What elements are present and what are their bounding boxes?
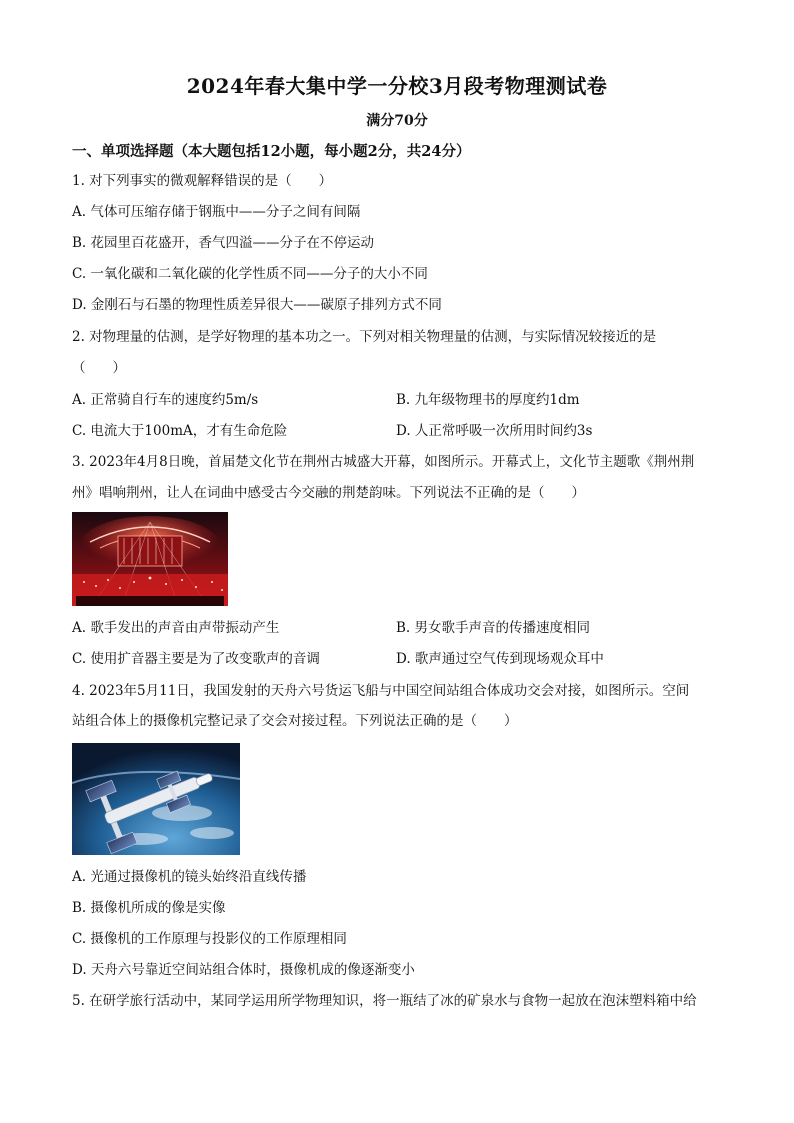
question-2-option-a: A. 正常骑自行车的速度约5m/s: [72, 392, 259, 408]
question-3-option-b: B. 男女歌手声音的传播速度相同: [396, 620, 591, 636]
question-1-option-d: D. 金刚石与石墨的物理性质差异很大——碳原子排列方式不同: [72, 297, 442, 313]
space-station-photo: [72, 743, 240, 855]
question-3-stem-line2: 州》唱响荆州，让人在词曲中感受古今交融的荆楚韵味。下列说法不正确的是（ ）: [72, 485, 585, 501]
question-1-stem: 1. 对下列事实的微观解释错误的是（ ）: [72, 173, 333, 189]
question-3-stem-line1: 3. 2023年4月8日晚，首届楚文化节在荆州古城盛大开幕，如图所示。开幕式上，文化节主题歌《荆州荆: [72, 454, 695, 470]
festival-stage-photo: [72, 512, 228, 606]
question-4-option-d: D. 天舟六号靠近空间站组合体时，摄像机成的像逐渐变小: [72, 962, 415, 978]
question-4-stem-line2: 站组合体上的摄像机完整记录了交会对接过程。下列说法正确的是（ ）: [72, 713, 518, 729]
question-1-option-a: A. 气体可压缩存储于钢瓶中——分子之间有间隔: [72, 204, 361, 220]
question-2-option-c: C. 电流大于100mA，才有生命危险: [72, 423, 288, 439]
question-2-stem-cont: （ ）: [72, 360, 126, 376]
question-1-option-c: C. 一氧化碳和二氧化碳的化学性质不同——分子的大小不同: [72, 266, 428, 282]
question-2-stem: 2. 对物理量的估测，是学好物理的基本功之一。下列对相关物理量的估测，与实际情况较接近的是: [72, 329, 657, 345]
question-1-option-b: B. 花园里百花盛开，香气四溢——分子在不停运动: [72, 235, 375, 251]
question-3-option-a: A. 歌手发出的声音由声带振动产生: [72, 620, 280, 636]
section-heading: 一、单项选择题（本大题包括12小题，每小题2分，共24分）: [72, 143, 471, 160]
question-5-stem-line1: 5. 在研学旅行活动中，某同学运用所学物理知识，将一瓶结了冰的矿泉水与食物一起放在泡沫塑料箱中给: [72, 993, 697, 1009]
page-title: 2024年春大集中学一分校3月段考物理测试卷: [186, 74, 608, 98]
question-2-option-b: B. 九年级物理书的厚度约1dm: [396, 392, 580, 408]
question-4-option-b: B. 摄像机所成的像是实像: [72, 900, 226, 916]
question-4-option-c: C. 摄像机的工作原理与投影仪的工作原理相同: [72, 931, 347, 947]
question-3-option-d: D. 歌声通过空气传到现场观众耳中: [396, 651, 604, 667]
question-2-option-d: D. 人正常呼吸一次所用时间约3s: [396, 423, 593, 439]
question-3-option-c: C. 使用扩音器主要是为了改变歌声的音调: [72, 651, 320, 667]
question-4-option-a: A. 光通过摄像机的镜头始终沿直线传播: [72, 869, 307, 885]
score-note: 满分70分: [366, 113, 428, 129]
question-4-stem-line1: 4. 2023年5月11日，我国发射的天舟六号货运飞船与中国空间站组合体成功交会对接，如图所示。空间: [72, 683, 690, 699]
